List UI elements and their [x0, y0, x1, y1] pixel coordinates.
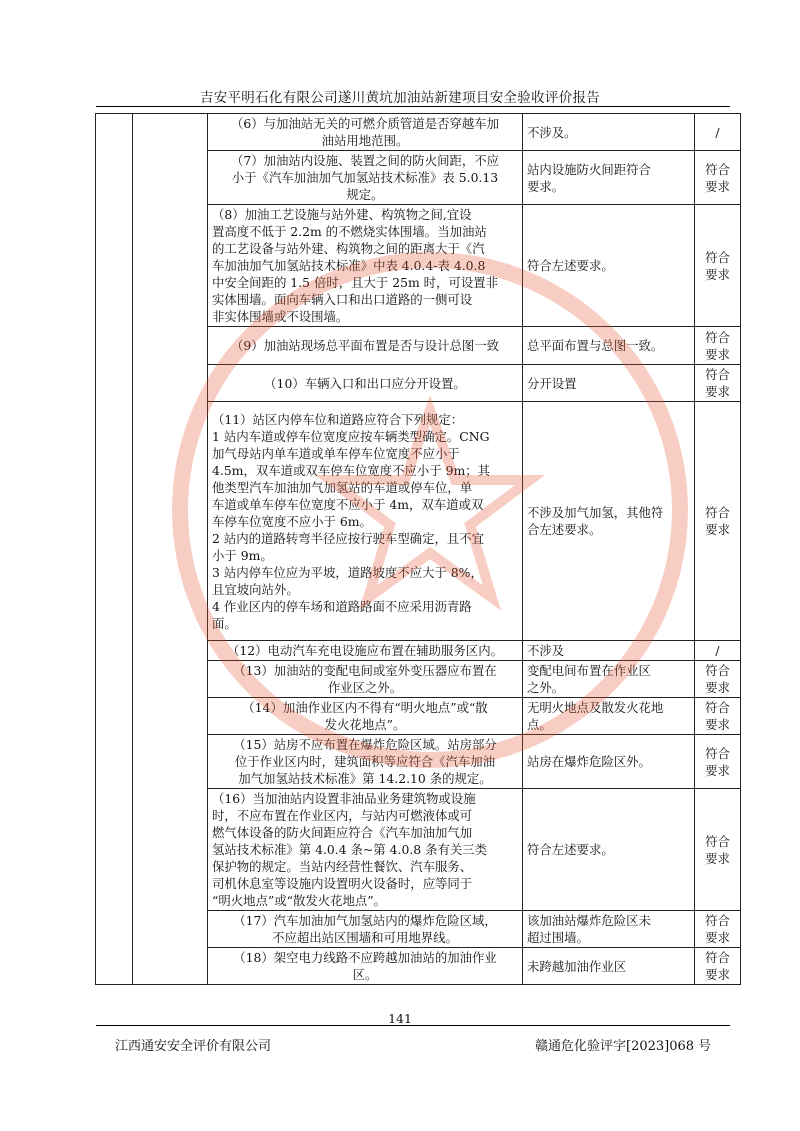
footer-company: 江西通安安全评价有限公司: [115, 1039, 272, 1054]
result-cell: 符合 要求: [695, 789, 741, 911]
requirement-cell: [208, 327, 523, 365]
status-cell: 不涉及。: [523, 114, 695, 151]
result-cell: 符合 要求: [695, 327, 741, 365]
requirement-text: （18）架空电力线路不应跨越加油站的加油作业 区。: [233, 950, 497, 982]
evaluation-table: [95, 113, 741, 985]
footer-doc-number: 赣通危化验评字[2023]068 号: [535, 1039, 712, 1054]
requirement-cell: [208, 698, 523, 735]
status-cell: 站内设施防火间距符合 要求。: [523, 151, 695, 205]
status-cell: 无明火地点及散发火花地 点。: [523, 698, 695, 735]
result-cell: 符合 要求: [695, 151, 741, 205]
status-cell: 该加油站爆炸危险区未 超过围墙。: [523, 911, 695, 948]
requirement-text: （6）与加油站无关的可燃介质管道是否穿越车加 油站用地范围。: [230, 116, 500, 148]
requirement-cell: [208, 402, 523, 641]
page-header: 吉安平明石化有限公司遂川黄坑加油站新建项目安全验收评价报告: [199, 90, 601, 106]
status-cell: 符合左述要求。: [523, 789, 695, 911]
result-cell: /: [695, 641, 741, 661]
status-cell: 总平面布置与总图一致。: [523, 327, 695, 365]
status-cell: 变配电间布置在作业区 之外。: [523, 661, 695, 698]
result-cell: /: [695, 114, 741, 151]
result-cell: 符合 要求: [695, 698, 741, 735]
header-rule: [96, 106, 730, 107]
result-cell: 符合 要求: [695, 735, 741, 789]
status-cell: 未跨越加油作业区: [523, 948, 695, 985]
result-cell: 符合 要求: [695, 661, 741, 698]
item-cell: [133, 114, 208, 985]
requirement-cell: [208, 151, 523, 205]
requirement-text: （13）加油站的变配电间或室外变压器应布置在 作业区之外。: [233, 663, 497, 695]
requirement-cell: [208, 789, 523, 911]
status-cell: 不涉及: [523, 641, 695, 661]
requirement-cell: [208, 641, 523, 661]
requirement-cell: [208, 365, 523, 402]
requirement-cell: [208, 114, 523, 151]
requirement-cell: [208, 205, 523, 327]
status-cell: 站房在爆炸危险区外。: [523, 735, 695, 789]
page-number: 141: [388, 1011, 412, 1026]
requirement-cell: [208, 735, 523, 789]
requirement-text: （12）电动汽车充电设施应布置在辅助服务区内。: [227, 643, 503, 658]
requirement-text: （16）当加油站内设置非油品业务建筑物或设施 时，不应布置在作业区内，与站内可燃液体或可 燃气体设备的防火间距应符合《汽车加油加气加 氢站技术标准》第 4.0.4 条~第 4.0.8 条有关三类 保护物的规定。当站内经营性餐饮、汽车服务、 司机休息室等设施内设置明火设备时，应等同于 “明火地点”或“散发火花地点”。: [212, 791, 488, 908]
requirement-cell: [208, 661, 523, 698]
requirement-cell: [208, 911, 523, 948]
status-cell: 分开设置: [523, 365, 695, 402]
requirement-text: （17）汽车加油加气加氢站内的爆炸危险区域， 不应超出站区围墙和可用地界线。: [233, 913, 497, 945]
footer-rule: [96, 1025, 730, 1026]
requirement-text: （11）站区内停车位和道路应符合下列规定： 1 站内车道或停车位宽度应按车辆类型确定。CNG 加气母站内单车道或单车停车位宽度不应小于 4.5m，双车道或双车停车位宽度不应小于 9m；其 他类型汽车加油加气加氢站的车道或停车位，单 车道或单车停车位宽度不应小于 4m，双车道或双 车停车位宽度不应小于 6m。 2 站内的道路转弯半径应按行驶车型确定，且不宜 小于 9m。 3 站内停车位应为平坡，道路坡度不应大于 8%， 且宜坡向站外。 4 作业区内的停车场和道路路面不应采用沥青路 面。: [212, 411, 491, 631]
requirement-text: （15）站房不应布置在爆炸危险区域。站房部分 位于作业区内时，建筑面积等应符合《汽车加油 加气加氢站技术标准》第 14.2.10 条的规定。: [233, 737, 497, 786]
category-cell: [96, 114, 133, 985]
requirement-cell: [208, 948, 523, 985]
status-cell: 不涉及加气加氢，其他符 合左述要求。: [523, 402, 695, 641]
status-cell: 符合左述要求。: [523, 205, 695, 327]
requirement-text: （14）加油作业区内不得有“明火地点”或“散 发火花地点”。: [242, 700, 488, 732]
result-cell: 符合 要求: [695, 948, 741, 985]
requirement-text: （10）车辆入口和出口应分开设置。: [264, 375, 466, 391]
result-cell: 符合 要求: [695, 402, 741, 641]
requirement-text: （7）加油站内设施、装置之间的防火间距，不应 小于《汽车加油加气加氢站技术标准》表 5.0.13 规定。: [230, 153, 500, 202]
table-row: [96, 114, 741, 151]
result-cell: 符合 要求: [695, 911, 741, 948]
result-cell: 符合 要求: [695, 205, 741, 327]
result-cell: 符合 要求: [695, 365, 741, 402]
requirement-text: （8）加油工艺设施与站外建、构筑物之间,宜设 置高度不低于 2.2m 的不燃烧实体围墙。当加油站 的工艺设备与站外建、构筑物之间的距离大于《汽 车加油加气加氢站技术标准》中表 4.0.4-表 4.0.8 中安全间距的 1.5 倍时，且大于 25m 时，可设置非 实体围墙。面向车辆入口和出口道路的一侧可设 非实体围墙或不设围墙。: [212, 207, 499, 324]
requirement-text: （9）加油站现场总平面布置是否与设计总图一致: [230, 338, 500, 353]
